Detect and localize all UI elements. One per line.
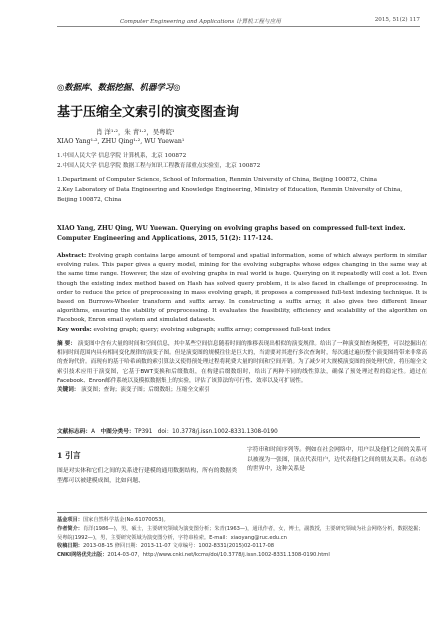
intro-right-column: 字符串和时间序列等。例如在社会网络中，用户以及他们之间的关系可以被视为一张图，顶点代表用户，边代表他们之间的朋友关系。在动态的世界中，这种关系是 [247,447,427,473]
footnotes [57,516,427,560]
paper-title-cn: 基于压缩全文索引的演变图查询 [57,105,240,120]
keywords-cn-text: 演变图；查询；演变子图；后缀数组；压缩全文索引 [81,387,210,394]
keywords-en-label: Key words: [57,326,92,333]
footnote-rule [57,512,427,513]
footnote-text: 2013-08-15 修回日期：2013-11-07 文章编号：1002-8331(2015)02-0117-08 [82,543,275,550]
footnote-authors [57,525,427,543]
section-heading-intro: 1 引言 [57,451,81,460]
column-label: ◎数据库、数据挖掘、机器学习◎ [57,82,181,92]
issue-page-number: 2015, 51(2) 117 [374,17,420,23]
doc-code: A [91,429,96,435]
doi: doi：10.3778/j.issn.1002-8331.1308-0190 [157,429,278,435]
intro-left-column: 图是对实体和它们之间的关系进行建模的通用数据结构，所有的数据类型都可以被建模成图，比如问题、 [57,468,237,484]
authors-en: XIAO Yang¹·², ZHU Qing¹·², WU Yuewan¹ [57,138,185,145]
keywords-en-text: evolving graph; query; evolving subgraph; suffix array; compressed full-text index [93,326,331,333]
abstract-en [57,252,427,335]
citation: XIAO Yang, ZHU Qing, WU Yuewan. Querying on evolving graphs based on compressed full-text index. Computer Engineering and Applications, 2015, 51(2): 117-124. [57,225,406,242]
keywords-cn-label: 关键词： [57,387,80,394]
affiliation-cn-2: 2.中国人民大学 信息学院 数据工程与知识工程教育部重点实验室，北京 100872 [57,163,261,169]
section-rule [57,437,420,438]
clc-code: TP391 [134,429,153,435]
footnote-funding [57,516,427,525]
footnote-dates [57,542,427,551]
footnote-text: 肖洋(1986—)，男，硕士，主要研究领域为演变图分析；朱青(1963—)，通讯作者，女，博士，副教授，主要研究领域为社会网络分析，数据挖掘；吴粤皖(1992—)，男，主要研究领域为演变图分析，字符串检索。E-mail：xiaoyang@ruc.edu.cn [57,525,424,541]
doc-code-label: 文献标志码： [57,429,92,435]
running-head [120,17,420,25]
journal-name: Computer Engineering and Applications 计算机工程与应用 [120,19,281,25]
affiliation-en-2: 2.Key Laboratory of Data Engineering and Knowledge Engineering, Ministry of Education, Renmin University of China, [57,187,403,193]
clc-label: 中图分类号： [100,429,135,435]
footnote-label: 基金项目： [57,517,83,523]
abstract-cn-label: 摘 要： [57,341,76,347]
classification-line [57,426,427,435]
footnote-label: 收稿日期： [57,543,83,550]
footnote-text: 2014-03-07，http://www.cnki.net/kcms/doi/10.3778/j.issn.1002-8331.1308-0190.html [107,552,330,559]
footnote-label: 作者简介： [57,525,83,532]
abstract-text: Evolving graph contains large amount of temporal and spatial information, some of which always perform in similar evolving rules. This paper gives a query model, mining for the evolving subgraphs whose edges changing in the same way at the same time range. However, the size of evolving graphs in real world is huge. Querying on it repeatedly will cost a lot. Even though the existing index method based on Hash has solved query problem, it is also faced in challenge of preprocessing. In order to reduce the price of preprocessing in mass evolving graph, it proposes a compressed full-text indexing technique. It is based on Burrows-Wheeler transform and suffix array. In constructing a suffix array, it also gives two different linear algorithms, ensuring the stability of preprocessing. It evaluates the feasibility, efficiency and scalability of the algorithm on Facebook, Enron email system and simulated datasets. [57,253,427,324]
footnote-text: 国家自然科学基金(No.61070053)。 [82,517,169,523]
abstract-cn-text: 演变图中含有大量的时间和空间信息，其中某些空间信息随着时间的推移表现出相似的演变规律。给出了一种演变图查询模型，可以挖掘出在相同时间范围内具有相同变化规律的演变子图。但是演变图的规模往往是巨大的，当需要对其进行多次查询时，每次通过遍历整个演变图将带来非常高的查询代价。而现有的基于哈希函数的索引算法又使得预处理过程将耗费大量的时间和空间开销。为了减少对大规模演变图的预处理代价，将压缩全文索引技术应用于演变图，它基于BWT变换和后缀数组，在构建后缀数组时，给出了两种不同的线性算法，确保了预处理过程的稳定性。通过在Facebook、Enron邮件系统以及模拟数据集上的实验，评估了该算法的可行性、效率以及可扩展性。 [57,341,427,384]
abstract-cn [57,340,427,395]
affiliation-en-1: 1.Department of Computer Science, School of Information, Renmin University of China, Beijing 100872, China [57,177,378,183]
footnote-label: CNKI网络优先出版： [57,552,108,559]
footnote-cnki [57,551,427,560]
authors-cn: 肖 洋¹·²，朱 青¹·²，吴粤皖¹ [96,128,175,136]
abstract-label: Abstract: [57,253,87,259]
header-rule [57,26,420,27]
affiliation-cn-1: 1.中国人民大学 信息学院 计算机系，北京 100872 [57,153,187,159]
affiliation-en-2-cont: Beijing 100872, China [57,197,122,203]
